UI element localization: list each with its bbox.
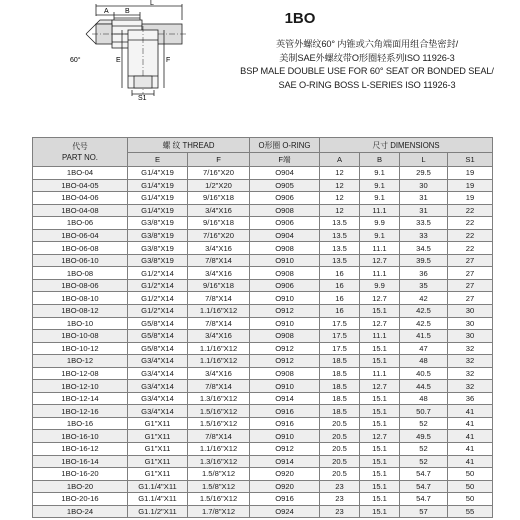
dim-a-cell: 18.5: [320, 392, 360, 405]
dim-a-cell: 13.5: [320, 254, 360, 267]
table-row: [33, 179, 493, 192]
dim-a-cell: 12: [320, 167, 360, 180]
dim-s1-cell: 41: [448, 405, 493, 418]
table-row: [33, 342, 493, 355]
dim-l-cell: 57: [400, 505, 448, 518]
dim-b-cell: 12.7: [360, 317, 400, 330]
dim-l-cell: 36: [400, 267, 448, 280]
thread-f-cell: 1.5/8"X12: [188, 480, 250, 493]
thread-e-cell: G3/8"X19: [128, 229, 188, 242]
oring-cell: O912: [250, 443, 320, 456]
oring-cell: O910: [250, 317, 320, 330]
dim-label-angle: 60°: [70, 57, 81, 64]
oring-cell: O908: [250, 242, 320, 255]
dim-b-cell: 15.1: [360, 455, 400, 468]
dim-b-cell: 15.1: [360, 355, 400, 368]
dim-b-cell: 12.7: [360, 430, 400, 443]
part-no-cell: 1BO-12-14: [33, 392, 128, 405]
thread-e-cell: G1/4"X19: [128, 179, 188, 192]
thread-e-cell: G5/8"X14: [128, 317, 188, 330]
dim-l-cell: 48: [400, 355, 448, 368]
dim-b-cell: 9.1: [360, 192, 400, 205]
dim-s1-cell: 27: [448, 279, 493, 292]
thread-e-cell: G5/8"X14: [128, 330, 188, 343]
dim-a-cell: 12: [320, 179, 360, 192]
dim-l-cell: 29.5: [400, 167, 448, 180]
dim-s1-cell: 32: [448, 380, 493, 393]
dim-s1-cell: 55: [448, 505, 493, 518]
dim-label-a: A: [104, 8, 109, 15]
dim-b-cell: 12.7: [360, 380, 400, 393]
oring-cell: O908: [250, 204, 320, 217]
dim-s1-cell: 30: [448, 305, 493, 318]
thread-f-cell: 3/4"X16: [188, 330, 250, 343]
table-row: [33, 355, 493, 368]
part-no-cell: 1BO-10-08: [33, 330, 128, 343]
dim-b-cell: 15.1: [360, 443, 400, 456]
dim-s1-cell: 30: [448, 317, 493, 330]
part-no-cell: 1BO-12: [33, 355, 128, 368]
dim-s1-cell: 50: [448, 480, 493, 493]
thread-e-cell: G1/2"X14: [128, 292, 188, 305]
thread-e-cell: G1/4"X19: [128, 204, 188, 217]
dim-a-cell: 12: [320, 192, 360, 205]
thread-e-cell: G1/4"X19: [128, 192, 188, 205]
dim-l-cell: 40.5: [400, 367, 448, 380]
dim-s1-cell: 50: [448, 493, 493, 506]
dim-l-cell: 52: [400, 455, 448, 468]
table-row: [33, 455, 493, 468]
dim-s1-cell: 32: [448, 342, 493, 355]
dim-s1-cell: 36: [448, 392, 493, 405]
dim-l-cell: 47: [400, 342, 448, 355]
table-row: [33, 192, 493, 205]
part-no-cell: 1BO-12-16: [33, 405, 128, 418]
part-no-cell: 1BO-08-12: [33, 305, 128, 318]
thread-f-cell: 1.5/8"X12: [188, 468, 250, 481]
table-row: [33, 443, 493, 456]
thread-e-cell: G3/8"X19: [128, 242, 188, 255]
oring-cell: O910: [250, 380, 320, 393]
dim-a-cell: 23: [320, 480, 360, 493]
dim-l-cell: 31: [400, 204, 448, 217]
dim-a-cell: 20.5: [320, 455, 360, 468]
dim-l-cell: 48: [400, 392, 448, 405]
table-row: [33, 493, 493, 506]
thread-f-cell: 7/16"X20: [188, 229, 250, 242]
dim-s1-cell: 50: [448, 468, 493, 481]
dim-l-cell: 54.7: [400, 480, 448, 493]
table-row: [33, 330, 493, 343]
dim-s1-cell: 19: [448, 167, 493, 180]
oring-cell: O920: [250, 480, 320, 493]
table-row: [33, 267, 493, 280]
header-dimensions: 尺寸 DIMENSIONS: [320, 138, 493, 153]
dim-l-cell: 42.5: [400, 317, 448, 330]
dim-b-cell: 9.1: [360, 229, 400, 242]
thread-f-cell: 7/8"X14: [188, 430, 250, 443]
header-part-no-en: PART NO.: [62, 153, 98, 162]
thread-f-cell: 7/16"X20: [188, 167, 250, 180]
part-no-cell: 1BO-04-08: [33, 204, 128, 217]
dim-a-cell: 16: [320, 267, 360, 280]
dim-b-cell: 15.1: [360, 392, 400, 405]
dim-label-f: F: [166, 57, 171, 64]
oring-cell: O905: [250, 179, 320, 192]
table-row: [33, 480, 493, 493]
thread-f-cell: 3/4"X16: [188, 267, 250, 280]
oring-cell: O906: [250, 217, 320, 230]
dim-s1-cell: 22: [448, 217, 493, 230]
dim-a-cell: 13.5: [320, 242, 360, 255]
spec-table: [32, 137, 493, 518]
dim-a-cell: 20.5: [320, 468, 360, 481]
thread-f-cell: 1.1/16"X12: [188, 342, 250, 355]
header-part-no-cn: 代号: [72, 142, 88, 151]
oring-cell: O910: [250, 254, 320, 267]
thread-f-cell: 1.7/8"X12: [188, 505, 250, 518]
thread-f-cell: 1.5/16"X12: [188, 493, 250, 506]
dim-a-cell: 17.5: [320, 342, 360, 355]
part-no-cell: 1BO-08-10: [33, 292, 128, 305]
thread-f-cell: 3/4"X16: [188, 367, 250, 380]
dim-s1-cell: 30: [448, 330, 493, 343]
thread-e-cell: G3/8"X19: [128, 254, 188, 267]
dim-b-cell: 15.1: [360, 405, 400, 418]
thread-f-cell: 1/2"X20: [188, 179, 250, 192]
dim-l-cell: 41.5: [400, 330, 448, 343]
dim-b-cell: 15.1: [360, 480, 400, 493]
dim-b-cell: 15.1: [360, 305, 400, 318]
part-no-cell: 1BO-16: [33, 417, 128, 430]
header-thread: 螺 纹 THREAD: [128, 138, 250, 153]
dim-s1-cell: 27: [448, 292, 493, 305]
dim-b-cell: 11.1: [360, 267, 400, 280]
dim-a-cell: 23: [320, 505, 360, 518]
dim-b-cell: 11.1: [360, 242, 400, 255]
thread-e-cell: G3/4"X14: [128, 355, 188, 368]
table-row: [33, 217, 493, 230]
thread-f-cell: 1.3/16"X12: [188, 455, 250, 468]
table-row: [33, 317, 493, 330]
dim-a-cell: 12: [320, 204, 360, 217]
dim-label-e: E: [116, 57, 121, 64]
header-part-no: [33, 138, 128, 167]
part-title: 1BO: [284, 10, 316, 27]
header-f: F: [188, 153, 250, 167]
thread-f-cell: 7/8"X14: [188, 317, 250, 330]
dim-a-cell: 20.5: [320, 417, 360, 430]
dim-b-cell: 12.7: [360, 254, 400, 267]
dim-a-cell: 17.5: [320, 330, 360, 343]
dim-s1-cell: 41: [448, 430, 493, 443]
oring-cell: O924: [250, 505, 320, 518]
dim-a-cell: 18.5: [320, 367, 360, 380]
thread-f-cell: 1.5/16"X12: [188, 417, 250, 430]
dim-a-cell: 18.5: [320, 405, 360, 418]
oring-cell: O914: [250, 392, 320, 405]
oring-cell: O906: [250, 279, 320, 292]
part-no-cell: 1BO-06-04: [33, 229, 128, 242]
dim-s1-cell: 41: [448, 455, 493, 468]
dim-s1-cell: 22: [448, 204, 493, 217]
header-s1: S1: [448, 153, 493, 167]
thread-f-cell: 1.1/16"X12: [188, 305, 250, 318]
dim-a-cell: 16: [320, 279, 360, 292]
dim-l-cell: 42: [400, 292, 448, 305]
dim-l-cell: 39.5: [400, 254, 448, 267]
thread-f-cell: 9/16"X18: [188, 192, 250, 205]
description-line: BSP MALE DOUBLE USE FOR 60° SEAT OR BONDED SEAL/: [240, 66, 494, 76]
oring-cell: O916: [250, 493, 320, 506]
oring-cell: O908: [250, 267, 320, 280]
dim-b-cell: 11.1: [360, 330, 400, 343]
dim-b-cell: 15.1: [360, 505, 400, 518]
table-row: [33, 380, 493, 393]
header-f-oring: F端: [250, 153, 320, 167]
table-row: [33, 392, 493, 405]
dim-label-b: B: [125, 8, 130, 15]
dim-l-cell: 54.7: [400, 493, 448, 506]
oring-cell: O910: [250, 430, 320, 443]
table-row: [33, 254, 493, 267]
dim-l-cell: 33: [400, 229, 448, 242]
dim-s1-cell: 19: [448, 179, 493, 192]
thread-e-cell: G5/8"X14: [128, 342, 188, 355]
thread-f-cell: 9/16"X18: [188, 217, 250, 230]
oring-cell: O912: [250, 355, 320, 368]
part-no-cell: 1BO-04: [33, 167, 128, 180]
part-no-cell: 1BO-20: [33, 480, 128, 493]
description-line: SAE O-RING BOSS L-SERIES ISO 11926-3: [278, 79, 456, 90]
oring-cell: O908: [250, 330, 320, 343]
table-row: [33, 204, 493, 217]
dim-s1-cell: 32: [448, 355, 493, 368]
table-row: [33, 417, 493, 430]
oring-cell: O906: [250, 192, 320, 205]
part-no-cell: 1BO-16-12: [33, 443, 128, 456]
dim-s1-cell: 27: [448, 267, 493, 280]
dim-s1-cell: 22: [448, 242, 493, 255]
oring-cell: O916: [250, 417, 320, 430]
part-no-cell: 1BO-06-08: [33, 242, 128, 255]
dim-b-cell: 9.9: [360, 279, 400, 292]
table-row: [33, 292, 493, 305]
thread-f-cell: 3/4"X16: [188, 204, 250, 217]
dim-l-cell: 35: [400, 279, 448, 292]
dim-l-cell: 30: [400, 179, 448, 192]
oring-cell: O912: [250, 342, 320, 355]
table-row: [33, 505, 493, 518]
dim-s1-cell: 27: [448, 254, 493, 267]
thread-f-cell: 9/16"X18: [188, 279, 250, 292]
dim-a-cell: 16: [320, 305, 360, 318]
part-no-cell: 1BO-06: [33, 217, 128, 230]
dim-s1-cell: 41: [448, 443, 493, 456]
dim-a-cell: 13.5: [320, 217, 360, 230]
thread-e-cell: G1.1/2"X11: [128, 505, 188, 518]
thread-e-cell: G1"X11: [128, 468, 188, 481]
oring-cell: O904: [250, 167, 320, 180]
part-no-cell: 1BO-08-06: [33, 279, 128, 292]
part-no-cell: 1BO-16-20: [33, 468, 128, 481]
dim-b-cell: 12.7: [360, 292, 400, 305]
thread-f-cell: 1.1/16"X12: [188, 443, 250, 456]
description-line: 英管外螺纹60° 内锥或六角端面用组合垫密封/: [275, 39, 459, 49]
dim-b-cell: 9.9: [360, 217, 400, 230]
dim-s1-cell: 41: [448, 417, 493, 430]
description-block: [236, 38, 498, 92]
thread-f-cell: 1.3/16"X12: [188, 392, 250, 405]
dim-s1-cell: 32: [448, 367, 493, 380]
dim-a-cell: 13.5: [320, 229, 360, 242]
thread-e-cell: G1"X11: [128, 455, 188, 468]
dim-b-cell: 11.1: [360, 367, 400, 380]
dim-a-cell: 16: [320, 292, 360, 305]
header-e: E: [128, 153, 188, 167]
thread-e-cell: G1/2"X14: [128, 279, 188, 292]
dim-a-cell: 23: [320, 493, 360, 506]
dim-l-cell: 52: [400, 443, 448, 456]
part-no-cell: 1BO-20-16: [33, 493, 128, 506]
thread-e-cell: G1"X11: [128, 417, 188, 430]
thread-f-cell: 7/8"X14: [188, 380, 250, 393]
description-line: 美制SAE外螺纹带O形圈轻系列ISO 11926-3: [279, 52, 455, 63]
header-a: A: [320, 153, 360, 167]
thread-e-cell: G1/4"X19: [128, 167, 188, 180]
dim-l-cell: 54.7: [400, 468, 448, 481]
thread-f-cell: 3/4"X16: [188, 242, 250, 255]
oring-cell: O912: [250, 305, 320, 318]
thread-e-cell: G1.1/4"X11: [128, 480, 188, 493]
thread-f-cell: 1.1/16"X12: [188, 355, 250, 368]
part-no-cell: 1BO-12-08: [33, 367, 128, 380]
oring-cell: O908: [250, 367, 320, 380]
oring-cell: O904: [250, 229, 320, 242]
dim-b-cell: 15.1: [360, 342, 400, 355]
dim-b-cell: 15.1: [360, 493, 400, 506]
table-row: [33, 468, 493, 481]
dim-b-cell: 15.1: [360, 417, 400, 430]
thread-f-cell: 7/8"X14: [188, 292, 250, 305]
thread-e-cell: G3/4"X14: [128, 392, 188, 405]
table-row: [33, 405, 493, 418]
part-no-cell: 1BO-04-06: [33, 192, 128, 205]
thread-e-cell: G1.1/4"X11: [128, 493, 188, 506]
table-row: [33, 167, 493, 180]
dim-l-cell: 50.7: [400, 405, 448, 418]
dim-l-cell: 44.5: [400, 380, 448, 393]
dim-l-cell: 52: [400, 417, 448, 430]
dim-l-cell: 31: [400, 192, 448, 205]
table-row: [33, 279, 493, 292]
dim-b-cell: 15.1: [360, 468, 400, 481]
dim-l-cell: 42.5: [400, 305, 448, 318]
part-no-cell: 1BO-08: [33, 267, 128, 280]
dim-label-s1: S1: [138, 95, 147, 100]
table-row: [33, 305, 493, 318]
table-row: [33, 242, 493, 255]
oring-cell: O916: [250, 405, 320, 418]
dim-s1-cell: 22: [448, 229, 493, 242]
part-no-cell: 1BO-04-05: [33, 179, 128, 192]
thread-e-cell: G1/2"X14: [128, 267, 188, 280]
thread-e-cell: G3/4"X14: [128, 380, 188, 393]
part-no-cell: 1BO-10: [33, 317, 128, 330]
dim-b-cell: 9.1: [360, 167, 400, 180]
dim-a-cell: 20.5: [320, 430, 360, 443]
dim-a-cell: 20.5: [320, 443, 360, 456]
part-no-cell: 1BO-24: [33, 505, 128, 518]
dim-label-l: L: [150, 0, 154, 7]
dim-a-cell: 18.5: [320, 380, 360, 393]
table-row: [33, 430, 493, 443]
part-no-cell: 1BO-12-10: [33, 380, 128, 393]
header-l: L: [400, 153, 448, 167]
part-no-cell: 1BO-10-12: [33, 342, 128, 355]
dim-a-cell: 17.5: [320, 317, 360, 330]
thread-e-cell: G3/4"X14: [128, 367, 188, 380]
dim-s1-cell: 19: [448, 192, 493, 205]
oring-cell: O910: [250, 292, 320, 305]
dim-l-cell: 33.5: [400, 217, 448, 230]
thread-f-cell: 1.5/16"X12: [188, 405, 250, 418]
thread-e-cell: G1"X11: [128, 430, 188, 443]
dim-l-cell: 34.5: [400, 242, 448, 255]
part-no-cell: 1BO-06-10: [33, 254, 128, 267]
dim-b-cell: 9.1: [360, 179, 400, 192]
part-no-cell: 1BO-16-10: [33, 430, 128, 443]
oring-cell: O920: [250, 468, 320, 481]
table-row: [33, 367, 493, 380]
thread-f-cell: 7/8"X14: [188, 254, 250, 267]
dim-l-cell: 49.5: [400, 430, 448, 443]
header-oring: O形圈 O-RING: [250, 138, 320, 153]
spec-table-body: [33, 167, 493, 518]
thread-e-cell: G3/8"X19: [128, 217, 188, 230]
thread-e-cell: G1/2"X14: [128, 305, 188, 318]
table-row: [33, 229, 493, 242]
thread-e-cell: G3/4"X14: [128, 405, 188, 418]
dim-a-cell: 18.5: [320, 355, 360, 368]
header-b: B: [360, 153, 400, 167]
thread-e-cell: G1"X11: [128, 443, 188, 456]
oring-cell: O914: [250, 455, 320, 468]
part-no-cell: 1BO-16-14: [33, 455, 128, 468]
dim-b-cell: 11.1: [360, 204, 400, 217]
